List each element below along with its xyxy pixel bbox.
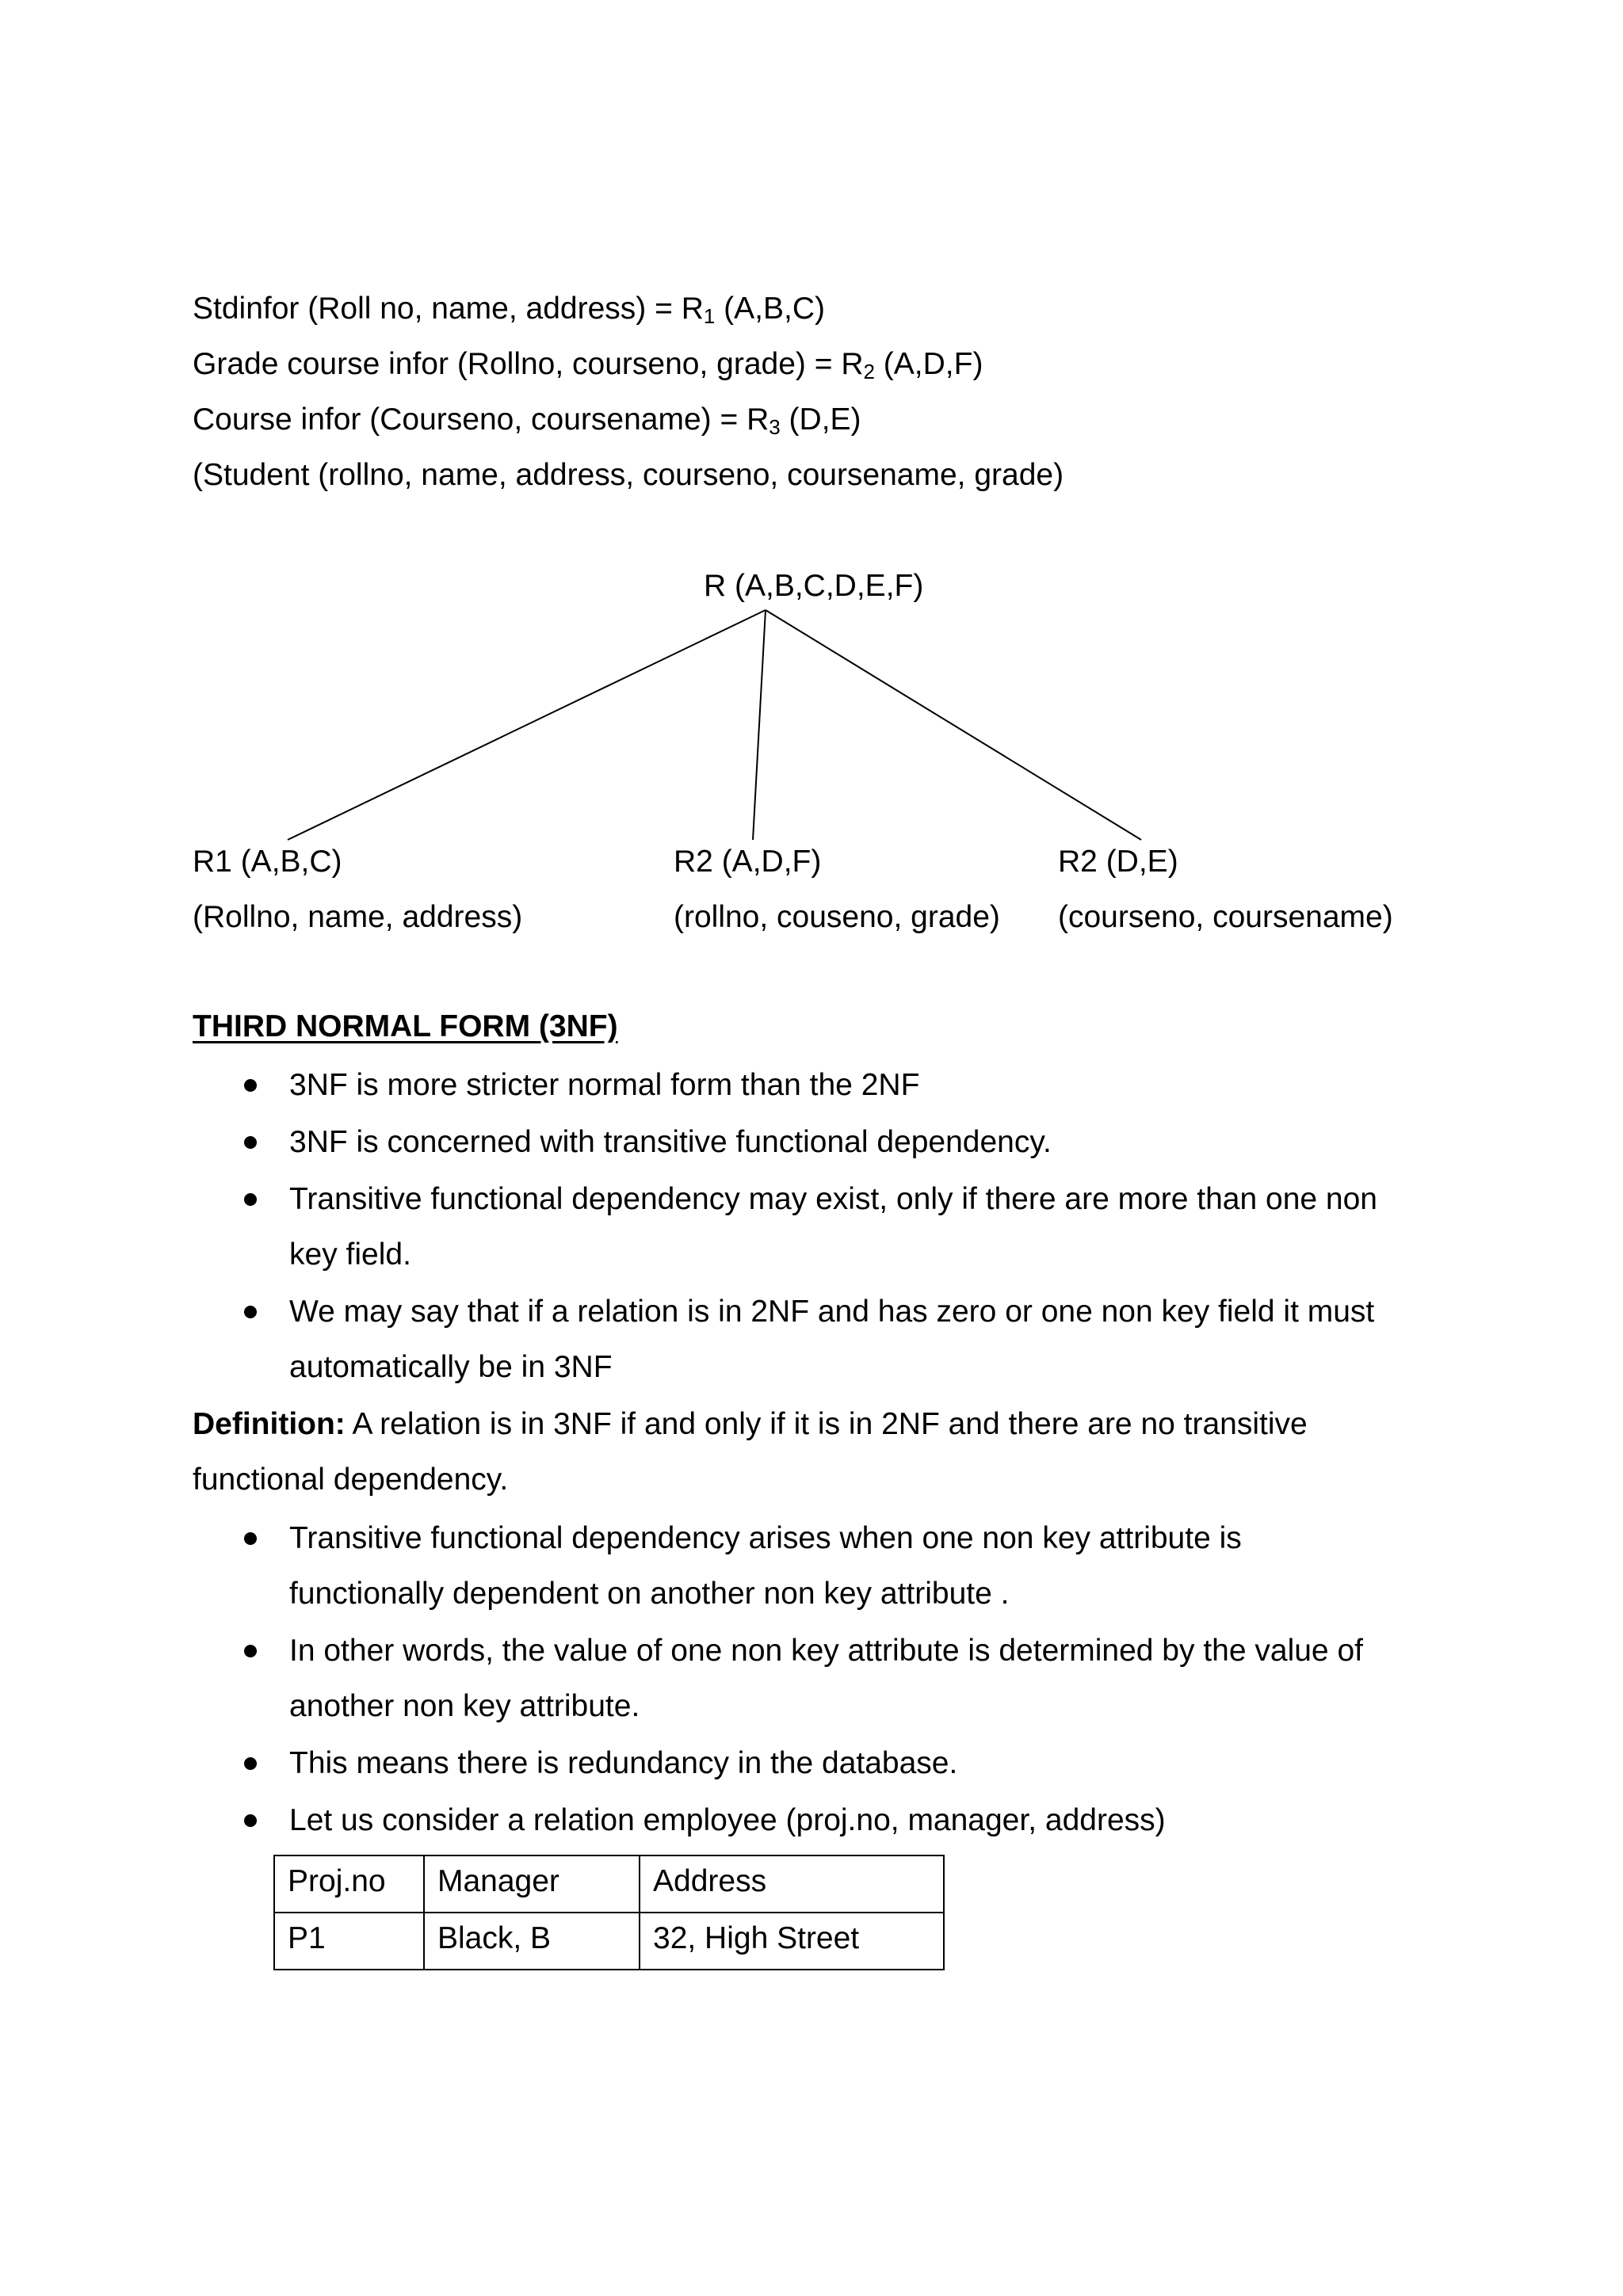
relation-r2-text: Grade course infor (Rollno, courseno, grade) = R (193, 347, 864, 381)
bullet-text: 3NF is concerned with transitive functional dependency. (289, 1125, 1052, 1159)
bullet-dot (244, 1532, 257, 1545)
bullet-text: This means there is redundancy in the database. (289, 1746, 958, 1780)
tree-child-3-attrs: (courseno, coursename) (1058, 900, 1393, 934)
tree-edge-r2 (753, 610, 766, 840)
bullet-text-cont: another non key attribute. (289, 1689, 640, 1723)
table-row (274, 1913, 944, 1970)
bullet-text: 3NF is more stricter normal form than the 2NF (289, 1068, 920, 1102)
definition-text: A relation is in 3NF if and only if it is in 2NF and there are no transitive (345, 1407, 1308, 1441)
table-header-cell: Proj.no (274, 1855, 424, 1913)
relation-r3-attrs: (D,E) (780, 402, 861, 437)
relation-r1 (193, 292, 825, 334)
bullet-dot (244, 1814, 257, 1827)
bullet-text: Transitive functional dependency arises when one non key attribute is (289, 1521, 1242, 1555)
bullet-dot (244, 1136, 257, 1149)
employee-table (273, 1855, 945, 1970)
bullet-text-cont: functionally dependent on another non key attribute . (289, 1577, 1010, 1611)
tree-edge-r3 (766, 610, 1141, 840)
bullet-dot (244, 1193, 257, 1206)
bullet-text: Transitive functional dependency may exist, only if there are more than one non (289, 1182, 1377, 1216)
relation-r3-subscript: 3 (769, 415, 781, 439)
tree-root-label: R (A,B,C,D,E,F) (704, 569, 924, 603)
relation-r3 (193, 402, 861, 444)
table-header-cell: Address (640, 1855, 944, 1913)
table-header-cell: Manager (424, 1855, 640, 1913)
relation-r1-text: Stdinfor (Roll no, name, address) = R (193, 292, 704, 326)
relation-student: (Student (rollno, name, address, courseno, coursename, grade) (193, 458, 1064, 492)
definition-cont: functional dependency. (193, 1463, 509, 1497)
bullet-text: We may say that if a relation is in 2NF and has zero or one non key field it must (289, 1295, 1375, 1329)
tree-child-1-attrs: (Rollno, name, address) (193, 900, 523, 934)
bullet-text: Let us consider a relation employee (proj.no, manager, address) (289, 1803, 1166, 1837)
bullet-dot (244, 1757, 257, 1770)
bullet-text-cont: automatically be in 3NF (289, 1350, 613, 1384)
bullet-text: In other words, the value of one non key attribute is determined by the value of (289, 1634, 1363, 1668)
relation-r3-text: Course infor (Courseno, coursename) = R (193, 402, 769, 437)
bullet-dot (244, 1645, 257, 1657)
table-cell: Black, B (424, 1913, 640, 1970)
section-heading: THIRD NORMAL FORM (3NF) (193, 1009, 618, 1043)
table-cell: 32, High Street (640, 1913, 944, 1970)
relation-r2-subscript: 2 (863, 360, 875, 383)
tree-child-3-label: R2 (D,E) (1058, 845, 1178, 879)
bullet-dot (244, 1306, 257, 1318)
tree-edge-r1 (288, 610, 766, 840)
relation-r2 (193, 347, 983, 389)
bullet-dot (244, 1079, 257, 1092)
definition (193, 1407, 1308, 1442)
relation-r2-attrs: (A,D,F) (874, 347, 983, 381)
tree-child-2-attrs: (rollno, couseno, grade) (674, 900, 1000, 934)
table-cell: P1 (274, 1913, 424, 1970)
table-header-row (274, 1855, 944, 1913)
tree-child-1-label: R1 (A,B,C) (193, 845, 342, 879)
relation-r1-attrs: (A,B,C) (715, 292, 826, 326)
tree-child-2-label: R2 (A,D,F) (674, 845, 822, 879)
relation-r1-subscript: 1 (703, 304, 716, 328)
definition-label: Definition: (193, 1407, 346, 1441)
bullet-text-cont: key field. (289, 1238, 411, 1272)
